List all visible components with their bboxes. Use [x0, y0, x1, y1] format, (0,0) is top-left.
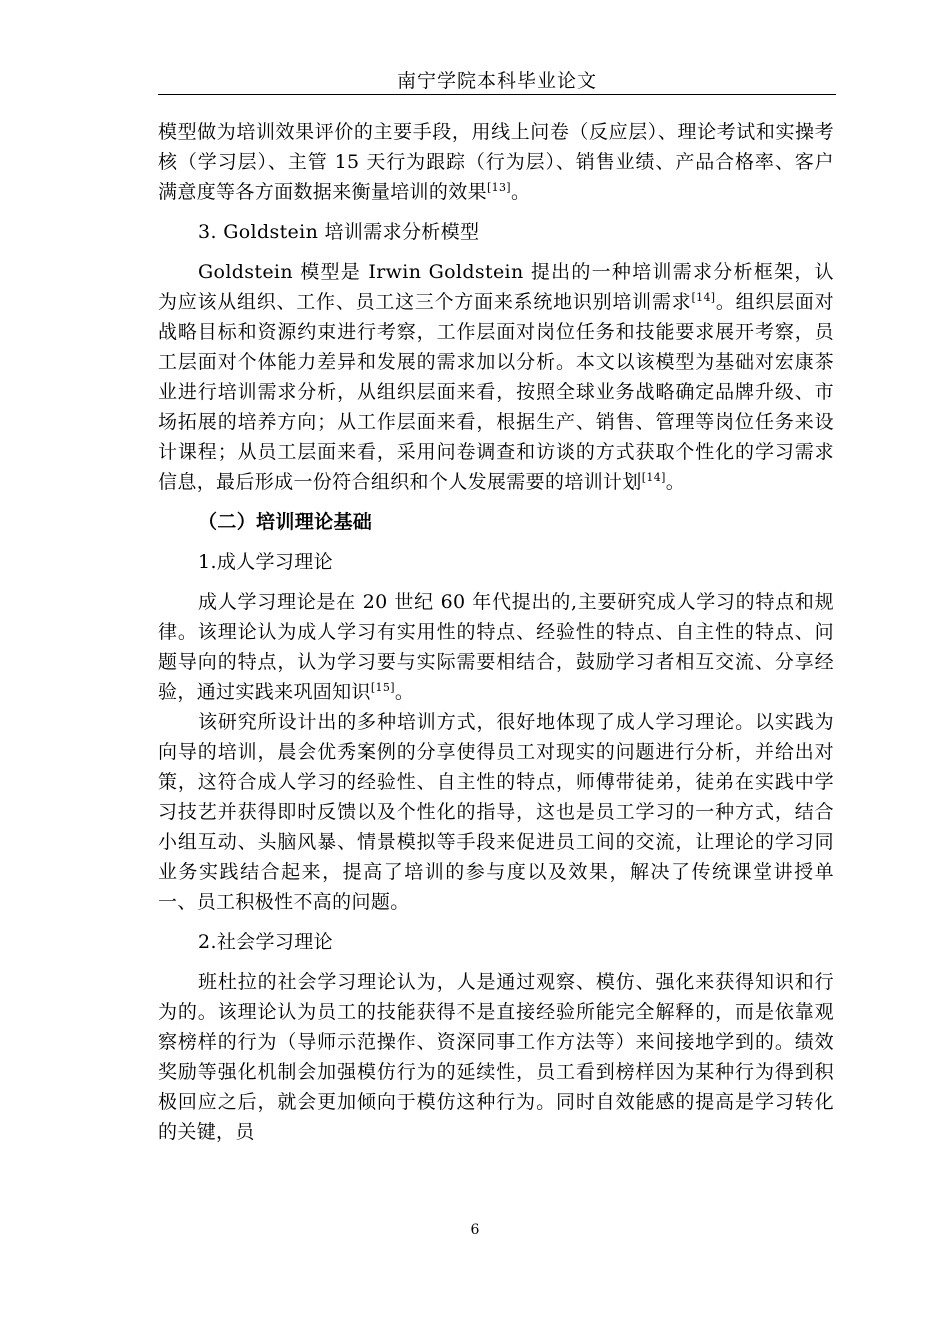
paragraph-training-methods: 该研究所设计出的多种培训方式，很好地体现了成人学习理论。以实践为向导的培训，晨会优秀案例的分享使得员工对现实的问题进行分析，并给出对策，这符合成人学习的经验性、自主性的特点，师傅带徒弟，徒弟在实践中学习技艺并获得即时反馈以及个性化的指导，这也是员工学习的一种方式，结合小组互动、头脑风暴、情景模拟等手段来促进员工间的交流，让理论的学习同业务实践结合起来，提高了培训的参与度以及效果，解决了传统课堂讲授单一、员工积极性不高的问题。: [158, 711, 834, 913]
document-body: [158, 117, 834, 1147]
header-title: 南宁学院本科毕业论文: [396, 70, 597, 92]
citation-ref: [15]: [370, 681, 395, 694]
citation-ref: [14]: [691, 291, 716, 304]
subsection-social-learning-title: 2.社会学习理论: [198, 931, 333, 953]
citation-ref: [14]: [641, 471, 666, 484]
page-header: [158, 62, 836, 95]
page-number: 6: [470, 1222, 480, 1238]
subsection-adult-learning-title: 1.成人学习理论: [198, 551, 333, 573]
paragraph-continuation: 模型做为培训效果评价的主要手段，用线上问卷（反应层）、理论考试和实操考核（学习层）、主管 15 天行为跟踪（行为层）、销售业绩、产品合格率、客户满意度等各方面数据来衡量培训的效果[13]。: [158, 121, 834, 203]
paragraph-adult-learning: 成人学习理论是在 20 世纪 60 年代提出的,主要研究成人学习的特点和规律。该理论认为成人学习有实用性的特点、经验性的特点、自主性的特点、问题导向的特点，认为学习要与实际需要相结合，鼓励学习者相互交流、分享经验，通过实践来巩固知识[15]。: [158, 591, 834, 703]
paragraph-social-learning: 班杜拉的社会学习理论认为，人是通过观察、模仿、强化来获得知识和行为的。该理论认为员工的技能获得不是直接经验所能完全解释的，而是依靠观察榜样的行为（导师示范操作、资深同事工作方法等）来间接地学到的。绩效奖励等强化机制会加强模仿行为的延续性，员工看到榜样因为某种行为得到积极回应之后，就会更加倾向于模仿这种行为。同时自效能感的提高是学习转化的关键，员: [158, 971, 834, 1143]
paragraph-goldstein: Goldstein 模型是 Irwin Goldstein 提出的一种培训需求分析框架，认为应该从组织、工作、员工这三个方面来系统地识别培训需求[14]。组织层面对战略目标和资源约束进行考察，工作层面对岗位任务和技能要求展开考察，员工层面对个体能力差异和发展的需求加以分析。本文以该模型为基础对宏康茶业进行培训需求分析，从组织层面来看，按照全球业务战略确定品牌升级、市场拓展的培养方向；从工作层面来看，根据生产、销售、管理等岗位任务来设计课程；从员工层面来看，采用问卷调查和访谈的方式获取个性化的学习需求信息，最后形成一份符合组织和个人发展需要的培训计划[14]。: [158, 261, 834, 493]
section-heading-training-theory: （二）培训理论基础: [198, 511, 373, 533]
paragraph-tail: 。: [665, 471, 686, 493]
citation-ref: [13]: [486, 181, 511, 194]
subsection-goldstein-title: 3. Goldstein 培训需求分析模型: [198, 221, 480, 243]
